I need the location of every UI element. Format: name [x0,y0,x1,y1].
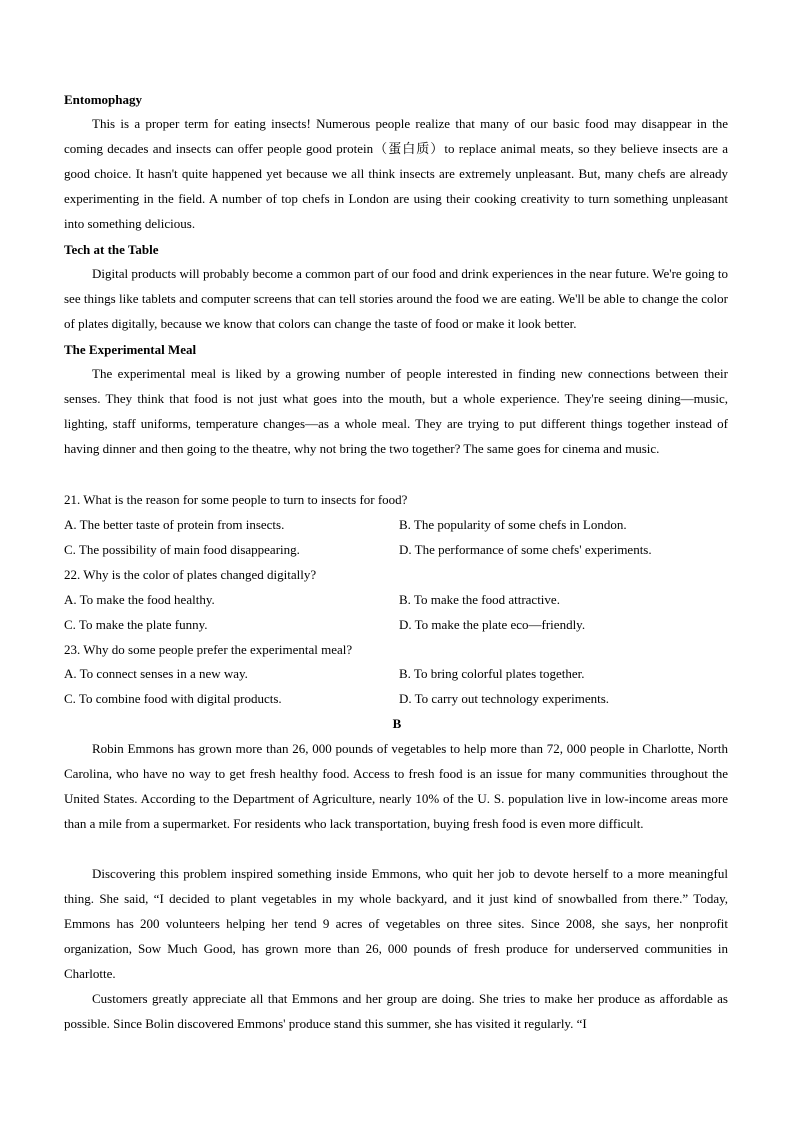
section-b-label: B [392,716,402,731]
question-23-option-d: D. To carry out technology experiments. [399,691,610,706]
question-23-stem: 23. Why do some people prefer the experimental meal? [64,642,353,657]
question-22-option-b: B. To make the food attractive. [399,592,560,607]
paragraph-experimental-meal: The experimental meal is liked by a growing number of people interested in finding new connections between their senses. They think that food is not just what goes into the mouth, but a whole experience. They're seeing dining—music, lighting, staff uniforms, temperature changes—as a whole meal. They are trying to put different things together instead of having dinner and then going to the theatre, why not bring the two together? The same goes for cinema and music. [64,366,728,456]
section-b-paragraph-1: Robin Emmons has grown more than 26, 000 pounds of vegetables to help more than 72, 000 people in Charlotte, North Carolina, who have no way to get fresh healthy food. Access to fresh food is an issue for many communities throughout the United States. According to the Department of Agriculture, nearly 10% of the U. S. population live in low-income areas more than a mile from a supermarket. For residents who lack transportation, buying fresh food is even more difficult. [64,741,728,831]
paragraph-entomophagy: This is a proper term for eating insects! Numerous people realize that many of our basic food may disappear in the coming decades and insects can offer people good protein（蛋白质）to replace animal meats, so they believe insects are a good choice. It hasn't quite happened yet because we all think insects are extremely unpleasant. But, many chefs are already experimenting in the field. A number of top chefs in London are using their cooking creativity to turn something unpleasant into something delicious. [64,116,728,231]
question-21-option-d: D. The performance of some chefs' experiments. [399,542,652,557]
question-22-option-d: D. To make the plate eco—friendly. [399,617,586,632]
question-23-option-c: C. To combine food with digital products. [64,691,282,706]
heading-tech-at-the-table: Tech at the Table [64,242,159,257]
heading-entomophagy: Entomophagy [64,92,143,107]
question-21-option-a: A. The better taste of protein from insects. [64,517,285,532]
section-b-paragraph-2: Discovering this problem inspired something inside Emmons, who quit her job to devote herself to a more meaningful thing. She said, “I decided to plant vegetables in my whole backyard, and it just kind of snowballed from there.” Today, Emmons has 200 volunteers helping her tend 9 acres of vegetables on three sites. Since 2008, she says, her nonprofit organization, Sow Much Good, has grown more than 26, 000 pounds of fresh produce for underserved communities in Charlotte. [64,866,728,981]
question-23-option-b: B. To bring colorful plates together. [399,666,585,681]
question-22-option-a: A. To make the food healthy. [64,592,215,607]
heading-experimental-meal: The Experimental Meal [64,342,197,357]
question-21-option-c: C. The possibility of main food disappearing. [64,542,300,557]
question-21-stem: 21. What is the reason for some people to turn to insects for food? [64,492,408,507]
question-21-option-b: B. The popularity of some chefs in London. [399,517,627,532]
paragraph-tech-at-the-table: Digital products will probably become a common part of our food and drink experiences in the near future. We're going to see things like tablets and computer screens that can tell stories around the food we are eating. We'll be able to change the color of plates digitally, because we know that colors can change the taste of food or make it look better. [64,266,728,331]
question-22-option-c: C. To make the plate funny. [64,617,208,632]
question-22-stem: 22. Why is the color of plates changed digitally? [64,567,317,582]
question-23-option-a: A. To connect senses in a new way. [64,666,248,681]
section-b-paragraph-3: Customers greatly appreciate all that Emmons and her group are doing. She tries to make her produce as affordable as possible. Since Bolin discovered Emmons' produce stand this summer, she has visited it regularly. “I [64,991,728,1031]
